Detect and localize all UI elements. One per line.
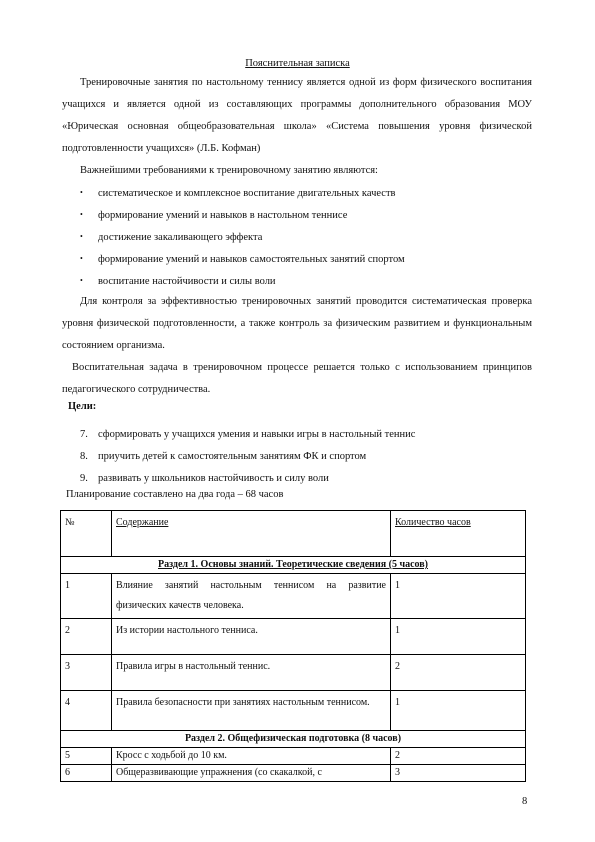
document-title: Пояснительная записка [245, 58, 350, 69]
table-row: 2 Из истории настольного тенниса. 1 [61, 619, 526, 655]
table-header-row [61, 511, 526, 557]
intro-paragraph: Тренировочные занятия по настольному теннису является одной из форм физического воспитания учащихся и является одной из составляющих программы дополнительного образования МОУ «Юрическая основная общеобразовательная школа» «Система повышения уровня физической подготовленности учащихся» (Л.Б. Кофман) [62, 77, 532, 154]
bullet-icon: • [80, 210, 83, 219]
list-item: 8. приучить детей к самостоятельным занятиям ФК и спортом [80, 451, 367, 462]
bullet-icon: • [80, 254, 83, 263]
table-row: 3 Правила игры в настольный теннис. 2 [61, 655, 526, 691]
list-item: • достижение закаливающего эффекта [80, 226, 530, 248]
page-number: 8 [522, 796, 528, 807]
list-item: 9. развивать у школьников настойчивость и силу воли [80, 473, 329, 484]
header-number: № [61, 511, 112, 557]
section-row [61, 731, 526, 748]
section-1-title: Раздел 1. Основы знаний. Теоретические сведения (5 часов) [61, 557, 526, 574]
table-row: 1 Влияние занятий настольным теннисом на развитие физических качеств человека. 1 [61, 574, 526, 619]
header-content: Содержание [112, 511, 391, 557]
bullet-icon: • [80, 188, 83, 197]
bullet-icon: • [80, 232, 83, 241]
list-item: • формирование умений и навыков самостоятельных занятий спортом [80, 248, 530, 270]
table-row: 5 Кросс с ходьбой до 10 км. 2 [61, 748, 526, 765]
table-row: 6 Общеразвивающие упражнения (со скакалкой, с 3 [61, 765, 526, 782]
section-row [61, 557, 526, 574]
requirements-lead: Важнейшими требованиями к тренировочному занятию являются: [80, 165, 378, 176]
list-item: • воспитание настойчивости и силы воли [80, 270, 530, 292]
list-item: 7. сформировать у учащихся умения и навыки игры в настольный теннис [80, 429, 416, 440]
header-hours: Количество часов [391, 511, 526, 557]
control-paragraph: Для контроля за эффективностью тренировочных занятий проводится систематическая проверка уровня физической подготовленности, а также контроль за физическим развитием и функциональным состоянием организма. [62, 296, 532, 351]
plan-note: Планирование составлено на два года – 68 часов [66, 489, 284, 500]
requirements-list [80, 182, 530, 292]
curriculum-table [60, 510, 526, 782]
task-paragraph: Воспитательная задача в тренировочном процессе решается только с использованием принципов педагогического сотрудничества. [62, 362, 532, 395]
table-row: 4 Правила безопасности при занятиях настольным теннисом. 1 [61, 691, 526, 731]
list-item: • формирование умений и навыков в настольном теннисе [80, 204, 530, 226]
list-item: • систематическое и комплексное воспитание двигательных качеств [80, 182, 530, 204]
goals-list [80, 424, 415, 490]
bullet-icon: • [80, 276, 83, 285]
goals-heading: Цели: [68, 401, 97, 412]
section-2-title: Раздел 2. Общефизическая подготовка (8 часов) [61, 731, 526, 748]
